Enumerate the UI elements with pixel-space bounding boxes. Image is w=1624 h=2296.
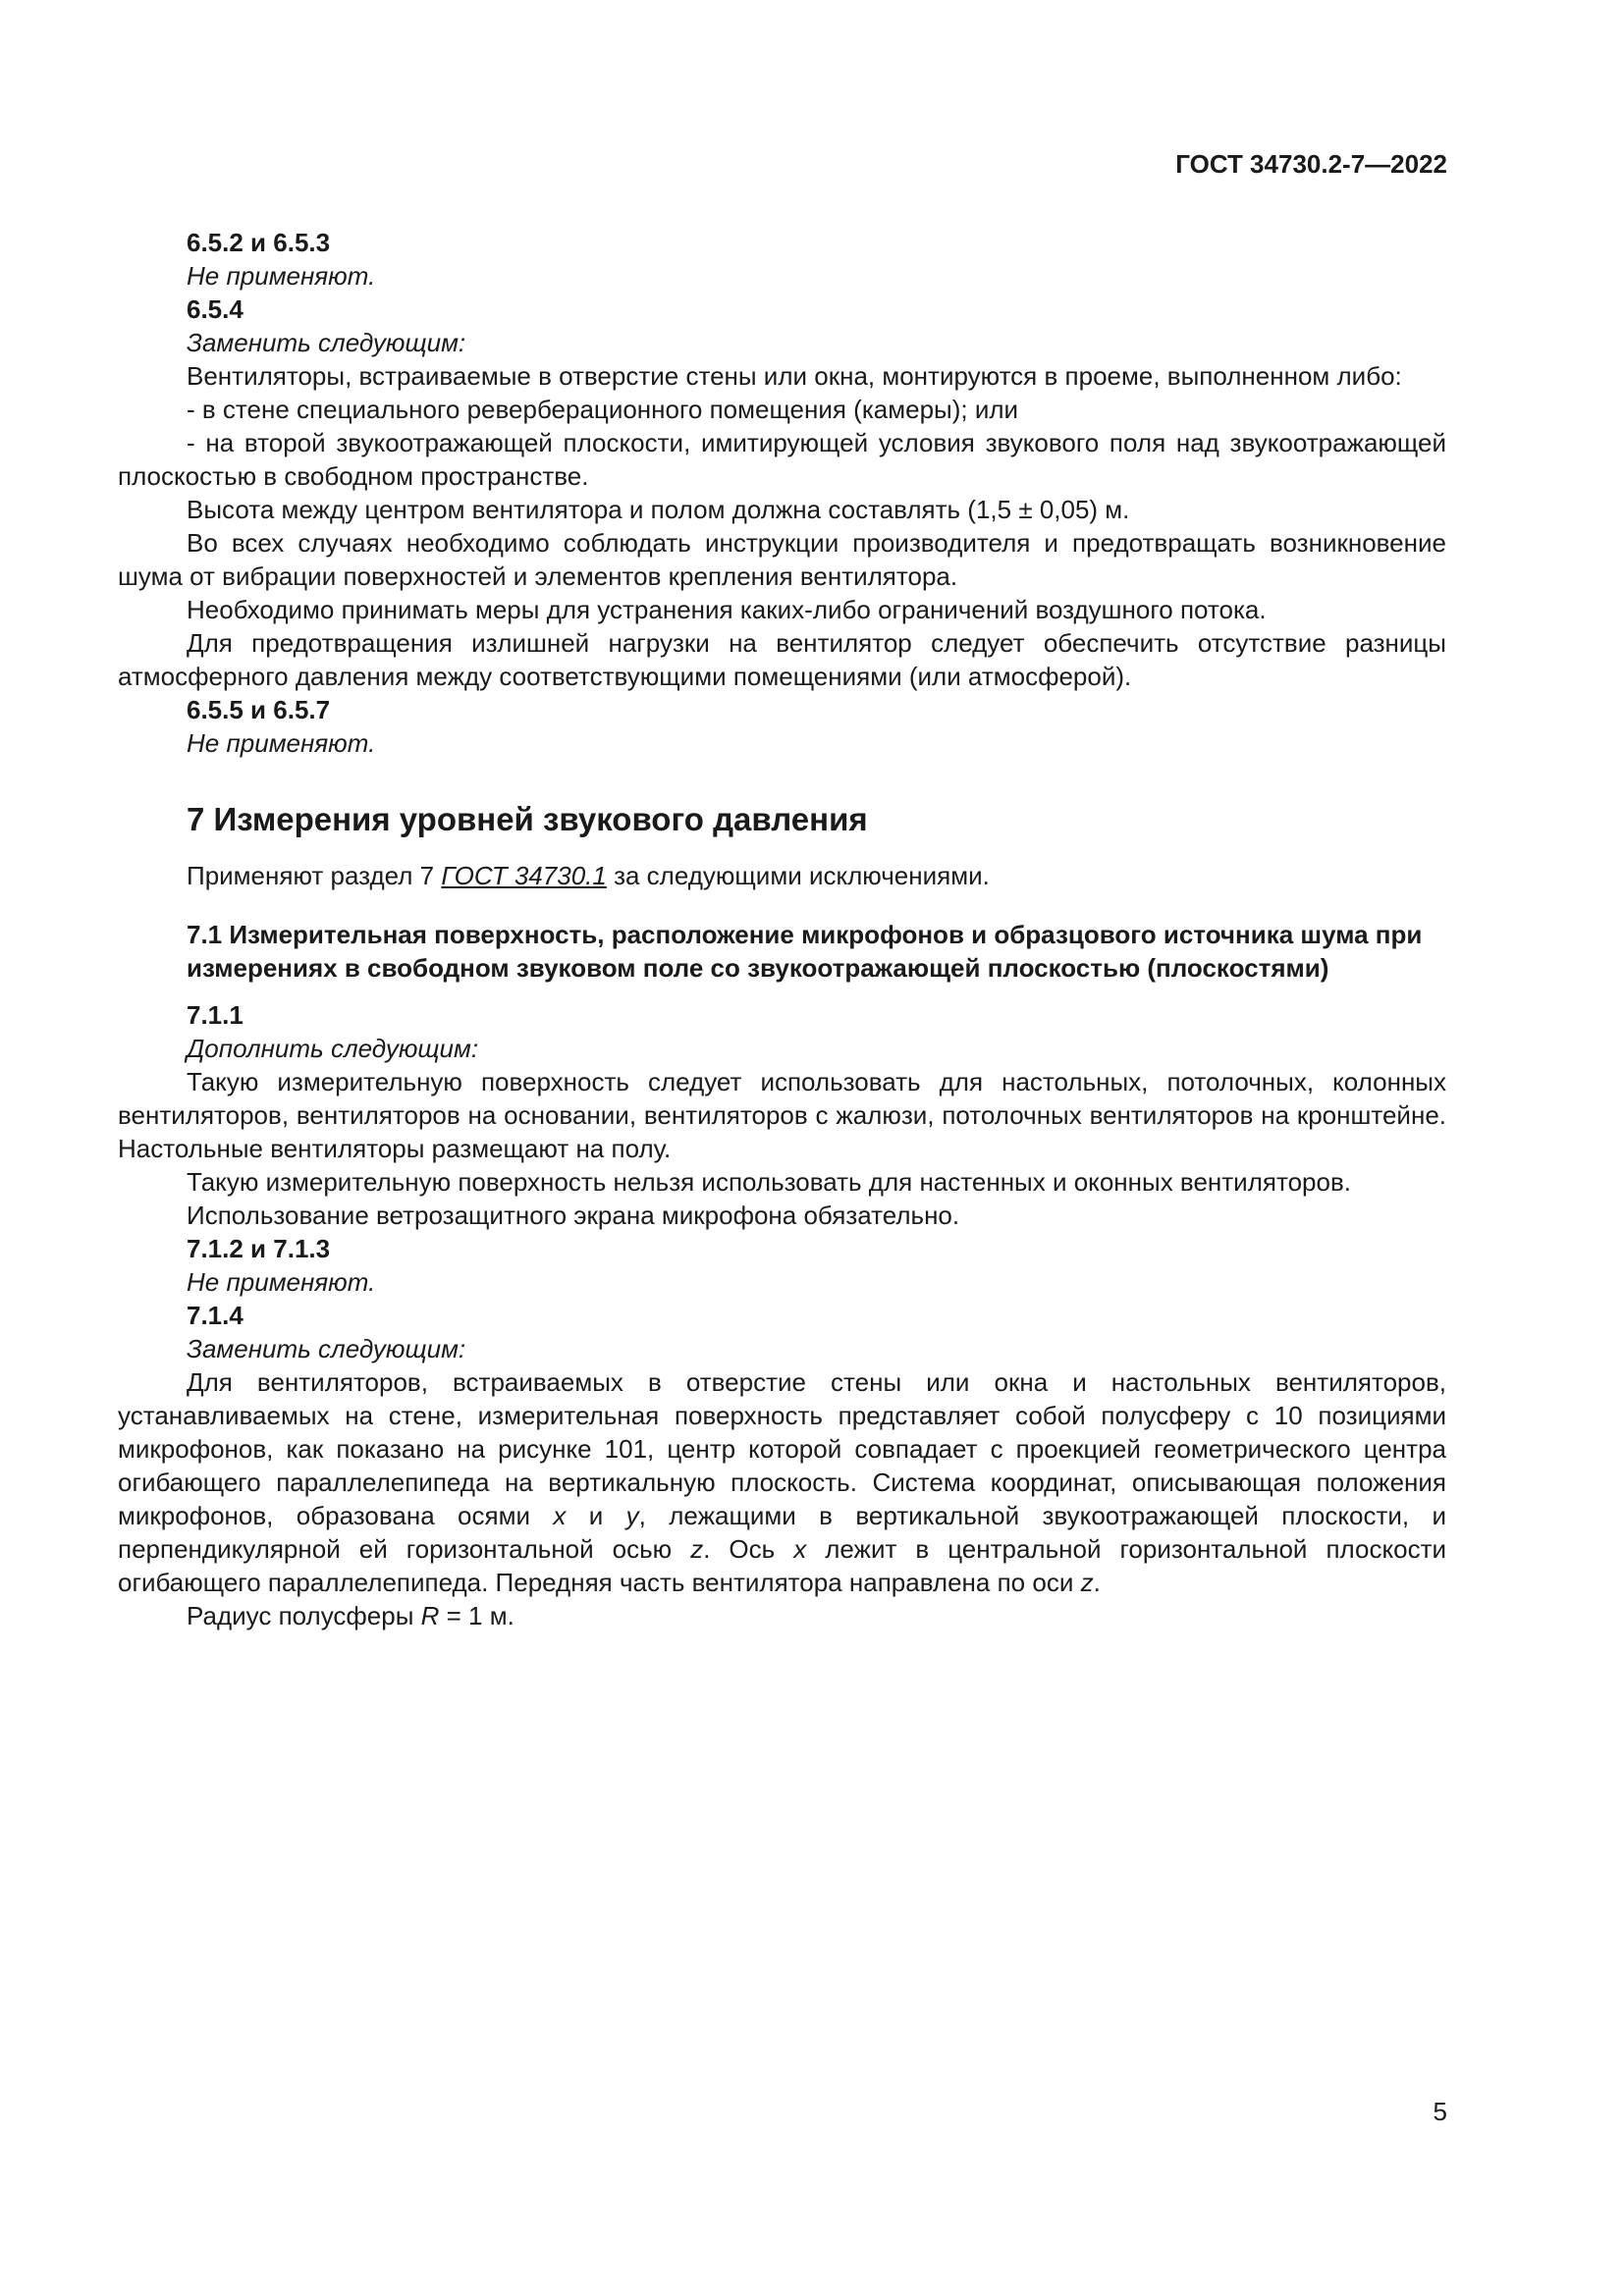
- clause-7-1-4-note: Заменить следующим:: [187, 1334, 466, 1363]
- radius-symbol: R: [420, 1601, 440, 1630]
- clause-6-5-4-list-item: - в стене специального реверберационного помещения (камеры); или: [187, 395, 1019, 424]
- clause-6-5-4-title: 6.5.4: [187, 294, 244, 324]
- clause-7-1-1-paragraph: Такую измерительную поверхность нельзя использовать для настенных и оконных вентиляторов.: [187, 1167, 1351, 1197]
- axis-x-symbol: x: [553, 1501, 567, 1530]
- clause-6-5-4-list-item: - на второй звукоотражающей плоскости, имитирующей условия звукового поля над звукоотражающей плоскостью в свободном пространстве.: [118, 428, 1446, 491]
- clause-7-1-1-paragraph: Использование ветрозащитного экрана микрофона обязательно.: [187, 1201, 960, 1230]
- clause-7-1-1-title: 7.1.1: [187, 1000, 244, 1030]
- clause-6-5-4-paragraph: Высота между центром вентилятора и полом должна составлять (1,5 ± 0,05) м.: [187, 495, 1130, 524]
- clause-6-5-4-note: Заменить следующим:: [187, 328, 466, 357]
- page-content: [118, 226, 1446, 1632]
- axis-z-symbol: z: [1080, 1568, 1094, 1597]
- intro-text: Применяют раздел 7: [187, 861, 442, 890]
- axis-z-symbol: z: [690, 1534, 704, 1564]
- section-7-title: 7 Измерения уровней звукового давления: [187, 801, 868, 837]
- axis-y-symbol: y: [625, 1501, 639, 1530]
- clause-7-1-4-title: 7.1.4: [187, 1301, 244, 1330]
- clause-6-5-4-paragraph: Для предотвращения излишней нагрузки на вентилятор следует обеспечить отсутствие разницы атмосферного давления между соответствующими помещениями (или атмосферой).: [118, 628, 1446, 691]
- gost-34730-1-link[interactable]: ГОСТ 34730.1: [441, 861, 607, 890]
- clause-6-5-4-paragraph: Вентиляторы, встраиваемые в отверстие стены или окна, монтируются в проеме, выполненном либо:: [187, 361, 1402, 391]
- clause-6-5-4-paragraph: Необходимо принимать меры для устранения каких-либо ограничений воздушного потока.: [187, 595, 1267, 624]
- clause-7-1-2-note: Не применяют.: [187, 1267, 376, 1297]
- clause-6-5-5-title: 6.5.5 и 6.5.7: [187, 695, 331, 724]
- clause-6-5-5-note: Не применяют.: [187, 728, 376, 758]
- intro-text-end: за следующими исключениями.: [606, 861, 990, 890]
- clause-6-5-4-paragraph: Во всех случаях необходимо соблюдать инструкции производителя и предотвращать возникновение шума от вибрации поверхностей и элементов крепления вентилятора.: [118, 528, 1446, 591]
- clause-7-1-2-title: 7.1.2 и 7.1.3: [187, 1234, 331, 1263]
- clause-6-5-2-note: Не применяют.: [187, 261, 376, 291]
- section-7-intro: [118, 859, 1446, 892]
- axis-x-symbol: x: [793, 1534, 807, 1564]
- clause-6-5-2-title: 6.5.2 и 6.5.3: [187, 228, 331, 257]
- page-number: 5: [1433, 2097, 1447, 2126]
- clause-7-1-4-radius: Радиус полусферы R = 1 м.: [187, 1601, 514, 1630]
- clause-7-1-1-paragraph: Такую измерительную поверхность следует использовать для настольных, потолочных, колонных вентиляторов, вентиляторов на основании, вентиляторов с жалюзи, потолочных вентиляторов на кронштейне. Настольные вентиляторы размещают на полу.: [118, 1067, 1446, 1163]
- subsection-7-1-title: 7.1 Измерительная поверхность, расположение микрофонов и образцового источника шума при измерениях в свободном звуковом поле со звукоотражающей плоскостью (плоскостями): [187, 920, 1423, 983]
- document-code-header: ГОСТ 34730.2-7—2022: [1175, 149, 1447, 179]
- clause-7-1-4-paragraph: Для вентиляторов, встраиваемых в отверстие стены или окна и настольных вентиляторов, устанавливаемых на стене, измерительная поверхность представляет собой полусферу с 10 позициями микрофонов, как показано на рисунке 101, центр которой совпадает с проекцией геометрического центра огибающего параллелепипеда на вертикальную плоскость. Система координат, описывающая положения микрофонов, образована осями x и y, лежащими в вертикальной звукоотражающей плоскости, и перпендикулярной ей горизонтальной осью z. Ось x лежит в центральной горизонтальной плоскости огибающего параллелепипеда. Передняя часть вентилятора направлена по оси z.: [118, 1367, 1446, 1597]
- clause-7-1-1-note: Дополнить следующим:: [187, 1034, 479, 1063]
